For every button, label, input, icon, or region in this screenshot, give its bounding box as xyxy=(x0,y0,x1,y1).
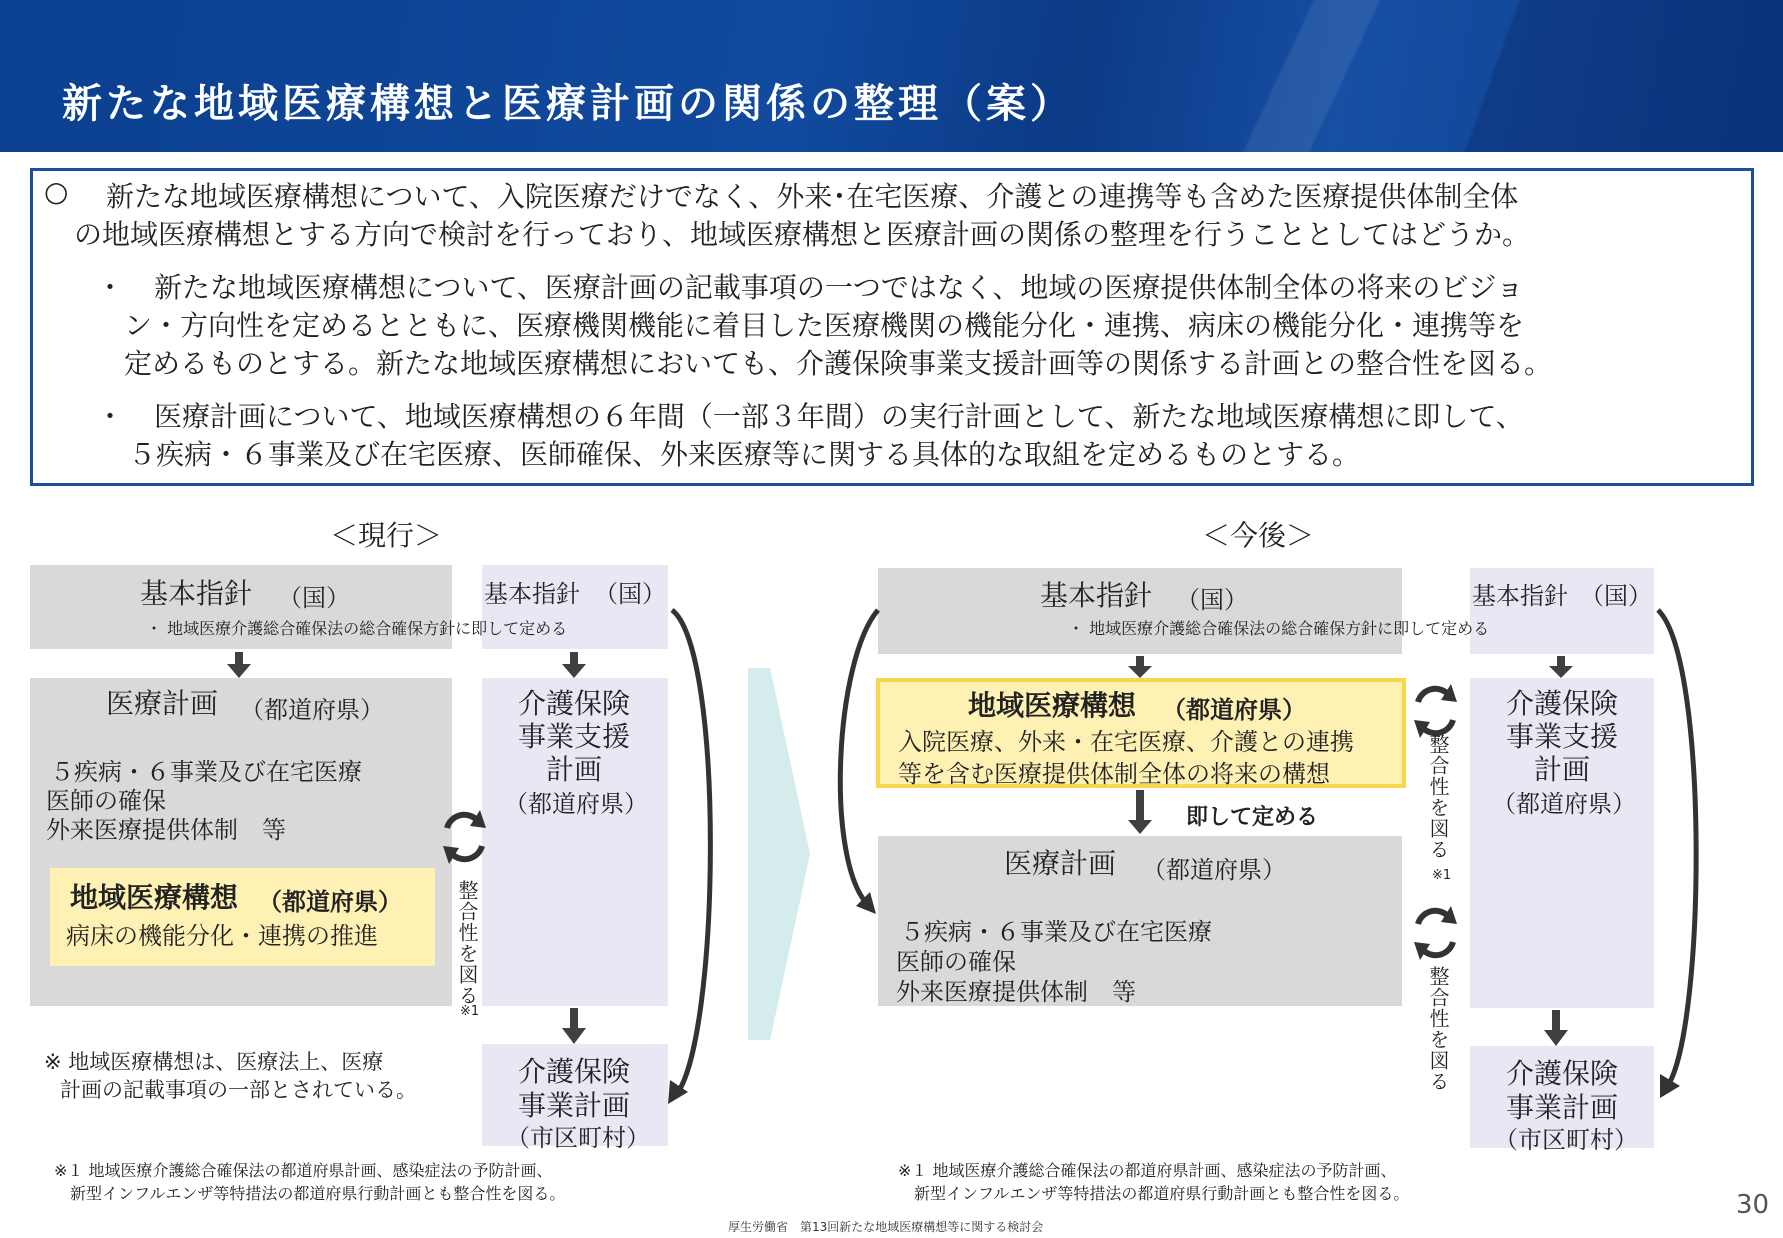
future-kaigo-shien-4: （都道府県） xyxy=(1492,790,1636,818)
sub1-line-1: 新たな地域医療構想について、医療計画の記載事項の一つではなく、地域の医療提供体制全体の将来のビジョ xyxy=(154,271,1524,304)
sub1-line-3: 定めるものとする。新たな地域医療構想においても、介護保険事業支援計画等の関係する計画との整合性を図る。 xyxy=(124,347,1553,380)
sub2-line-1: 医療計画について、地域医療構想の６年間（一部３年間）の実行計画として、新たな地域医療構想に即して、 xyxy=(154,400,1524,433)
current-seigou-note: ※1 xyxy=(460,1004,480,1019)
future-kihon-note: ・ 地域医療介護総合確保法の総合確保方針に即して定める xyxy=(1068,619,1490,638)
current-kihon-right-suffix: （国） xyxy=(594,580,666,608)
current-kihon-right-title: 基本指針 xyxy=(484,580,580,608)
page-title: 新たな地域医療構想と医療計画の関係の整理（案） xyxy=(62,81,1074,127)
current-kousou-desc: 病床の機能分化・連携の推進 xyxy=(66,922,378,950)
future-iryo-item-3: 外来医療提供体制 等 xyxy=(896,978,1136,1006)
sub2-bullet: ・ xyxy=(96,400,125,433)
future-heading: ＜今後＞ xyxy=(1202,519,1315,552)
current-kaigo-shien-1: 介護保険 xyxy=(518,687,631,720)
future-kaigo-jigyo-1: 介護保険 xyxy=(1506,1057,1619,1090)
future-iryo-item-1: ５疾病・６事業及び在宅医療 xyxy=(900,918,1212,946)
future-kihon-suffix: （国） xyxy=(1176,586,1248,614)
current-kihon-note: ・ 地域医療介護総合確保法の総合確保方針に即して定める xyxy=(146,619,568,638)
current-footnote-main-1: ※ 地域医療構想は、医療法上、医療 xyxy=(44,1050,384,1074)
future-seigou2-label: 整合性を図る xyxy=(1426,966,1450,1092)
current-footnote1-2: 新型インフルエンザ等特措法の都道府県行動計画とも整合性を図る。 xyxy=(70,1184,566,1203)
current-kousou-title: 地域医療構想 xyxy=(70,881,239,914)
future-kaigo-shien-1: 介護保険 xyxy=(1506,687,1619,720)
current-kaigo-jigyo-1: 介護保険 xyxy=(518,1055,631,1088)
future-seigou1-label: 整合性を図る xyxy=(1426,734,1450,860)
future-kihon-right-suffix: （国） xyxy=(1580,582,1652,610)
sub1-bullet: ・ xyxy=(96,271,125,304)
current-iryo-item-3: 外来医療提供体制 等 xyxy=(46,816,286,844)
current-kaigo-jigyo-3: （市区町村） xyxy=(506,1124,650,1152)
current-kihon-title: 基本指針 xyxy=(140,577,253,610)
current-iryo-suffix: （都道府県） xyxy=(240,696,384,724)
current-footnote-main-2: 計画の記載事項の一部とされている。 xyxy=(60,1078,417,1102)
future-iryo-item-2: 医師の確保 xyxy=(896,948,1016,976)
future-kihon-title: 基本指針 xyxy=(1040,579,1153,612)
future-footnote1-1: ※１ 地域医療介護総合確保法の都道府県計画、感染症法の予防計画、 xyxy=(898,1161,1397,1180)
current-kaigo-jigyo-2: 事業計画 xyxy=(518,1089,631,1122)
current-footnote1-1: ※１ 地域医療介護総合確保法の都道府県計画、感染症法の予防計画、 xyxy=(54,1161,553,1180)
current-kihon-suffix: （国） xyxy=(278,584,350,612)
future-kaigo-jigyo-2: 事業計画 xyxy=(1506,1091,1619,1124)
current-iryo-item-1: ５疾病・６事業及び在宅医療 xyxy=(50,758,362,786)
future-kousou-desc-2: 等を含む医療提供体制全体の将来の構想 xyxy=(898,760,1330,788)
page-number: 30 xyxy=(1736,1190,1770,1220)
current-kaigo-shien-2: 事業支援 xyxy=(518,720,631,753)
future-kousou-title: 地域医療構想 xyxy=(968,689,1137,722)
current-heading: ＜現行＞ xyxy=(330,519,443,552)
future-kousou-desc-1: 入院医療、外来・在宅医療、介護との連携 xyxy=(898,728,1354,756)
intro-bullet: ○ xyxy=(44,175,69,208)
current-seigou-label: 整合性を図る xyxy=(455,880,479,1006)
future-iryo-suffix: （都道府県） xyxy=(1142,856,1286,884)
sub2-line-2: ５疾病・６事業及び在宅医療、医師確保、外来医療等に関する具体的な取組を定めるものとする。 xyxy=(128,438,1361,471)
current-kaigo-shien-4: （都道府県） xyxy=(504,790,648,818)
future-kaigo-shien-3: 計画 xyxy=(1534,753,1591,786)
sub1-line-2: ン・方向性を定めるとともに、医療機関機能に着目した医療機関の機能分化・連携、病床の機能分化・連携等を xyxy=(124,309,1525,342)
future-kaigo-jigyo-3: （市区町村） xyxy=(1494,1126,1638,1154)
intro-line-1: 新たな地域医療構想について、入院医療だけでなく、外来･在宅医療、介護との連携等も含めた医療提供体制全体 xyxy=(106,180,1519,213)
current-kousou-suffix: （都道府県） xyxy=(258,888,402,916)
footer-source: 厚生労働省 第13回新たな地域医療構想等に関する検討会 xyxy=(728,1220,1044,1234)
current-iryo-title: 医療計画 xyxy=(106,687,219,720)
future-iryo-title: 医療計画 xyxy=(1004,847,1117,880)
future-seigou1-note: ※1 xyxy=(1432,868,1452,883)
future-sokushite-label: 即して定める xyxy=(1186,805,1319,830)
current-kaigo-shien-3: 計画 xyxy=(546,753,603,786)
future-kousou-suffix: （都道府県） xyxy=(1162,696,1306,724)
current-iryo-item-2: 医師の確保 xyxy=(46,787,166,815)
future-footnote1-2: 新型インフルエンザ等特措法の都道府県行動計画とも整合性を図る。 xyxy=(914,1184,1410,1203)
future-kihon-right-title: 基本指針 xyxy=(1472,582,1568,610)
intro-line-2: の地域医療構想とする方向で検討を行っており、地域医療構想と医療計画の関係の整理を行うこととしてはどうか。 xyxy=(74,218,1531,251)
future-kaigo-shien-2: 事業支援 xyxy=(1506,720,1619,753)
